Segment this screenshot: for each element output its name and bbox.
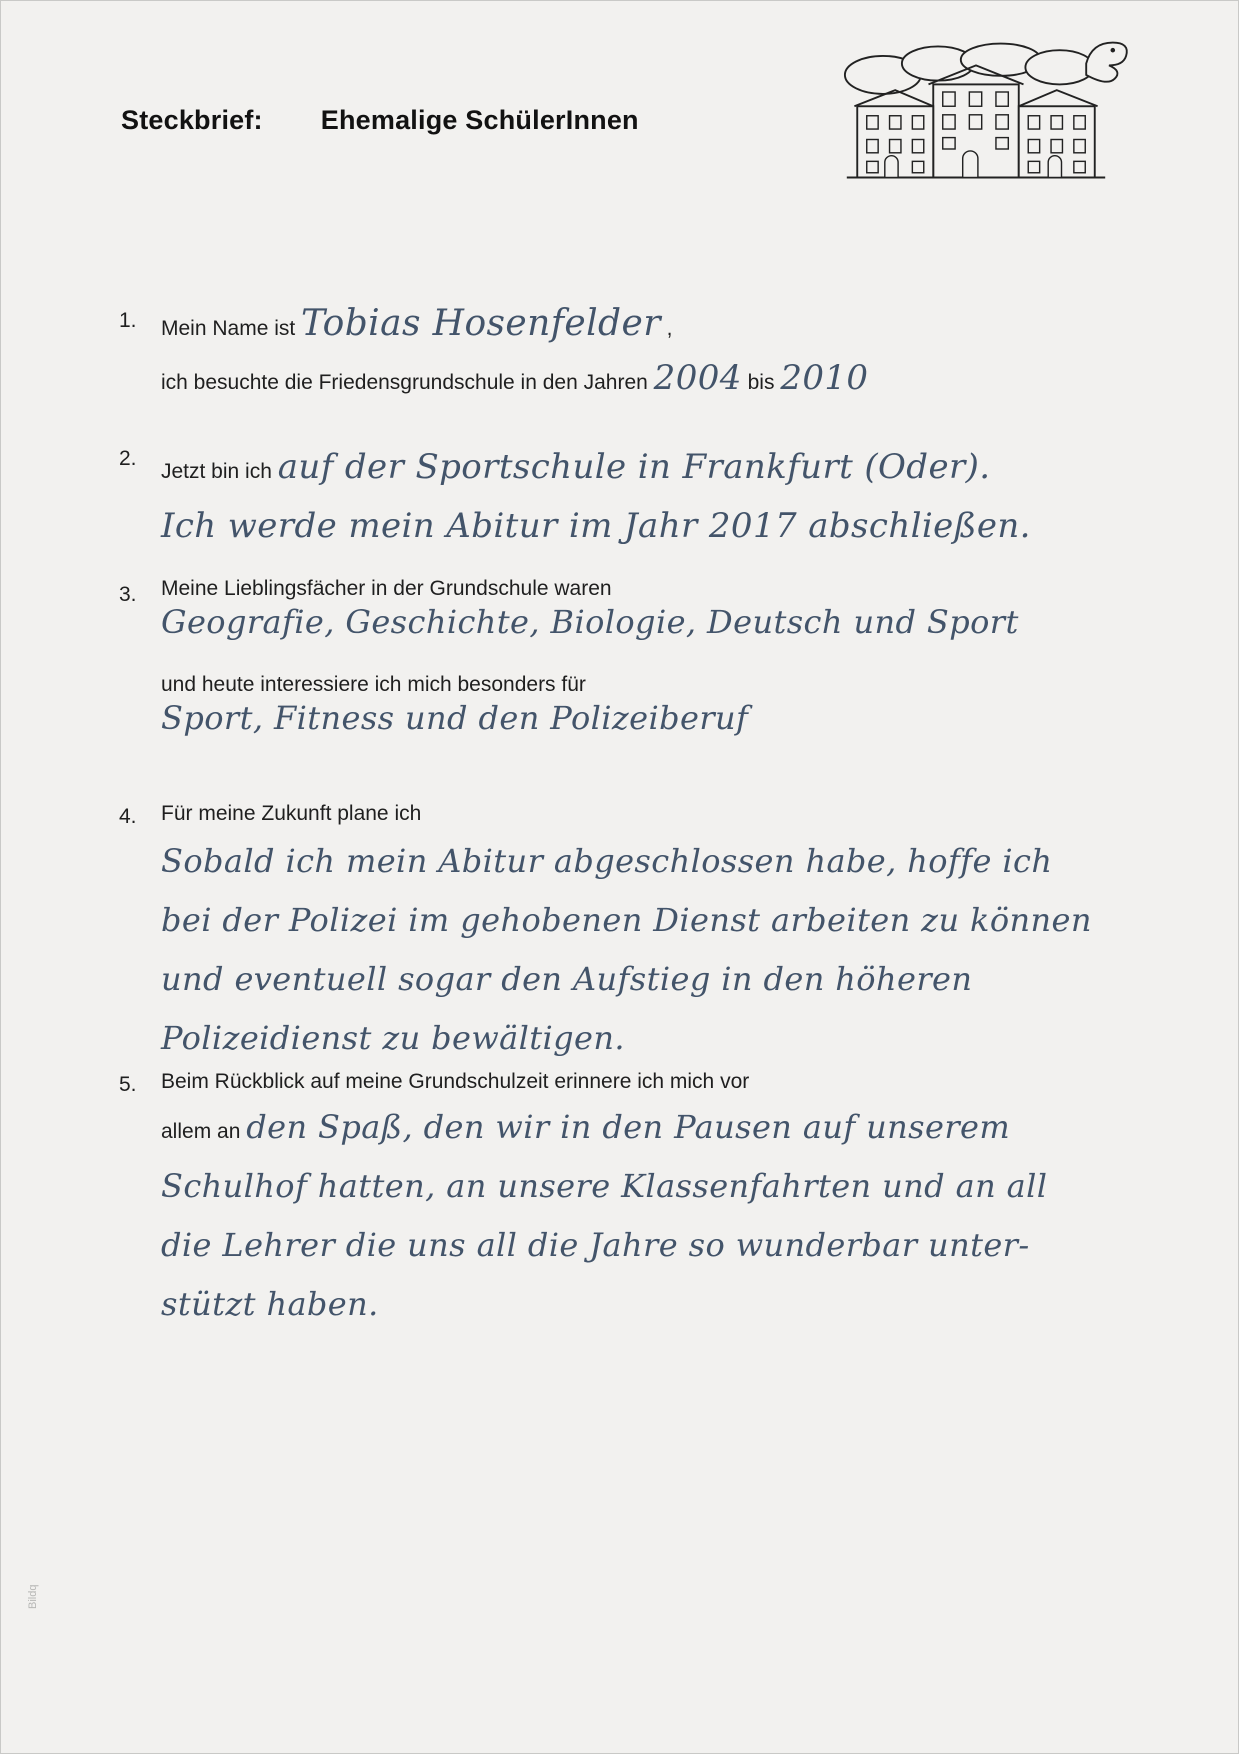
handwritten-text: den Spaß, den wir in den Pausen auf unserem bbox=[246, 1108, 1011, 1146]
printed-line bbox=[161, 577, 1129, 601]
list-item-1 bbox=[119, 303, 1129, 412]
list-item-2 bbox=[119, 441, 1129, 559]
handwritten-text: 2010 bbox=[780, 358, 869, 398]
handwritten-line bbox=[161, 500, 1129, 559]
handwritten-text: auf der Sportschule in Frankfurt (Oder). bbox=[277, 447, 991, 487]
list-item-3 bbox=[119, 577, 1129, 751]
title-text: Ehemalige SchülerInnen bbox=[320, 105, 639, 135]
printed-line bbox=[161, 1067, 1129, 1099]
printed-text: Beim Rückblick auf meine Grundschulzeit erinnere ich mich vor bbox=[161, 1070, 750, 1093]
school-building-icon bbox=[816, 35, 1136, 187]
item-number: 3. bbox=[119, 583, 137, 606]
handwritten-line bbox=[161, 835, 1129, 894]
handwritten-text: Ich werde mein Abitur im Jahr 2017 abschließen. bbox=[161, 506, 1031, 546]
edge-watermark: Bildq bbox=[27, 1584, 39, 1609]
printed-text: , bbox=[660, 317, 673, 340]
handwritten-line bbox=[161, 1012, 1129, 1071]
item-number: 4. bbox=[119, 805, 137, 828]
print-hand-line bbox=[161, 441, 1129, 500]
handwritten-text: Geografie, Geschichte, Biologie, Deutsch und Sport bbox=[161, 603, 1019, 641]
handwritten-line bbox=[161, 953, 1129, 1012]
print-hand-line bbox=[161, 1101, 1129, 1160]
handwritten-text: 2004 bbox=[653, 358, 742, 398]
handwritten-line bbox=[161, 603, 1129, 641]
list-item-5 bbox=[119, 1067, 1129, 1337]
handwritten-text: Schulhof hatten, an unsere Klassenfahrten und an all bbox=[161, 1167, 1048, 1205]
handwritten-text: die Lehrer die uns all die Jahre so wunderbar unter- bbox=[161, 1226, 1030, 1264]
handwritten-line bbox=[161, 1278, 1129, 1337]
printed-text: Für meine Zukunft plane ich bbox=[161, 802, 422, 825]
handwritten-text: Polizeidienst zu bewältigen. bbox=[161, 1019, 625, 1057]
printed-text: allem an bbox=[161, 1120, 247, 1143]
handwritten-text: Tobias Hosenfelder bbox=[301, 303, 661, 344]
item-number: 1. bbox=[119, 309, 137, 332]
handwritten-line bbox=[161, 894, 1129, 953]
printed-text: ich besuchte die Friedensgrundschule in den Jahren bbox=[161, 371, 654, 394]
handwritten-line bbox=[161, 1219, 1129, 1278]
title-label: Steckbrief: bbox=[121, 105, 263, 135]
page-title bbox=[121, 105, 639, 136]
print-hand-line bbox=[161, 358, 1129, 398]
handwritten-text: Sobald ich mein Abitur abgeschlossen habe, hoffe ich bbox=[161, 842, 1053, 880]
item-number: 5. bbox=[119, 1073, 137, 1096]
printed-text: Mein Name ist bbox=[161, 317, 302, 340]
handwritten-line bbox=[161, 1160, 1129, 1219]
printed-text: bis bbox=[741, 371, 781, 394]
handwritten-text: stützt haben. bbox=[161, 1285, 379, 1323]
print-hand-line bbox=[161, 303, 1129, 344]
printed-line bbox=[161, 673, 1129, 697]
handwritten-text: Sport, Fitness und den Polizeiberuf bbox=[161, 699, 749, 737]
printed-line bbox=[161, 799, 1129, 831]
list-item-4 bbox=[119, 799, 1129, 1071]
item-number: 2. bbox=[119, 447, 137, 470]
school-illustration-icon bbox=[816, 35, 1136, 187]
printed-text: Jetzt bin ich bbox=[161, 460, 278, 483]
handwritten-text: und eventuell sogar den Aufstieg in den höheren bbox=[161, 960, 973, 998]
printed-text: Meine Lieblingsfächer in der Grundschule waren bbox=[161, 577, 612, 600]
printed-text: und heute interessiere ich mich besonders für bbox=[161, 673, 586, 696]
handwritten-line bbox=[161, 699, 1129, 737]
handwritten-text: bei der Polizei im gehobenen Dienst arbeiten zu können bbox=[161, 901, 1092, 939]
